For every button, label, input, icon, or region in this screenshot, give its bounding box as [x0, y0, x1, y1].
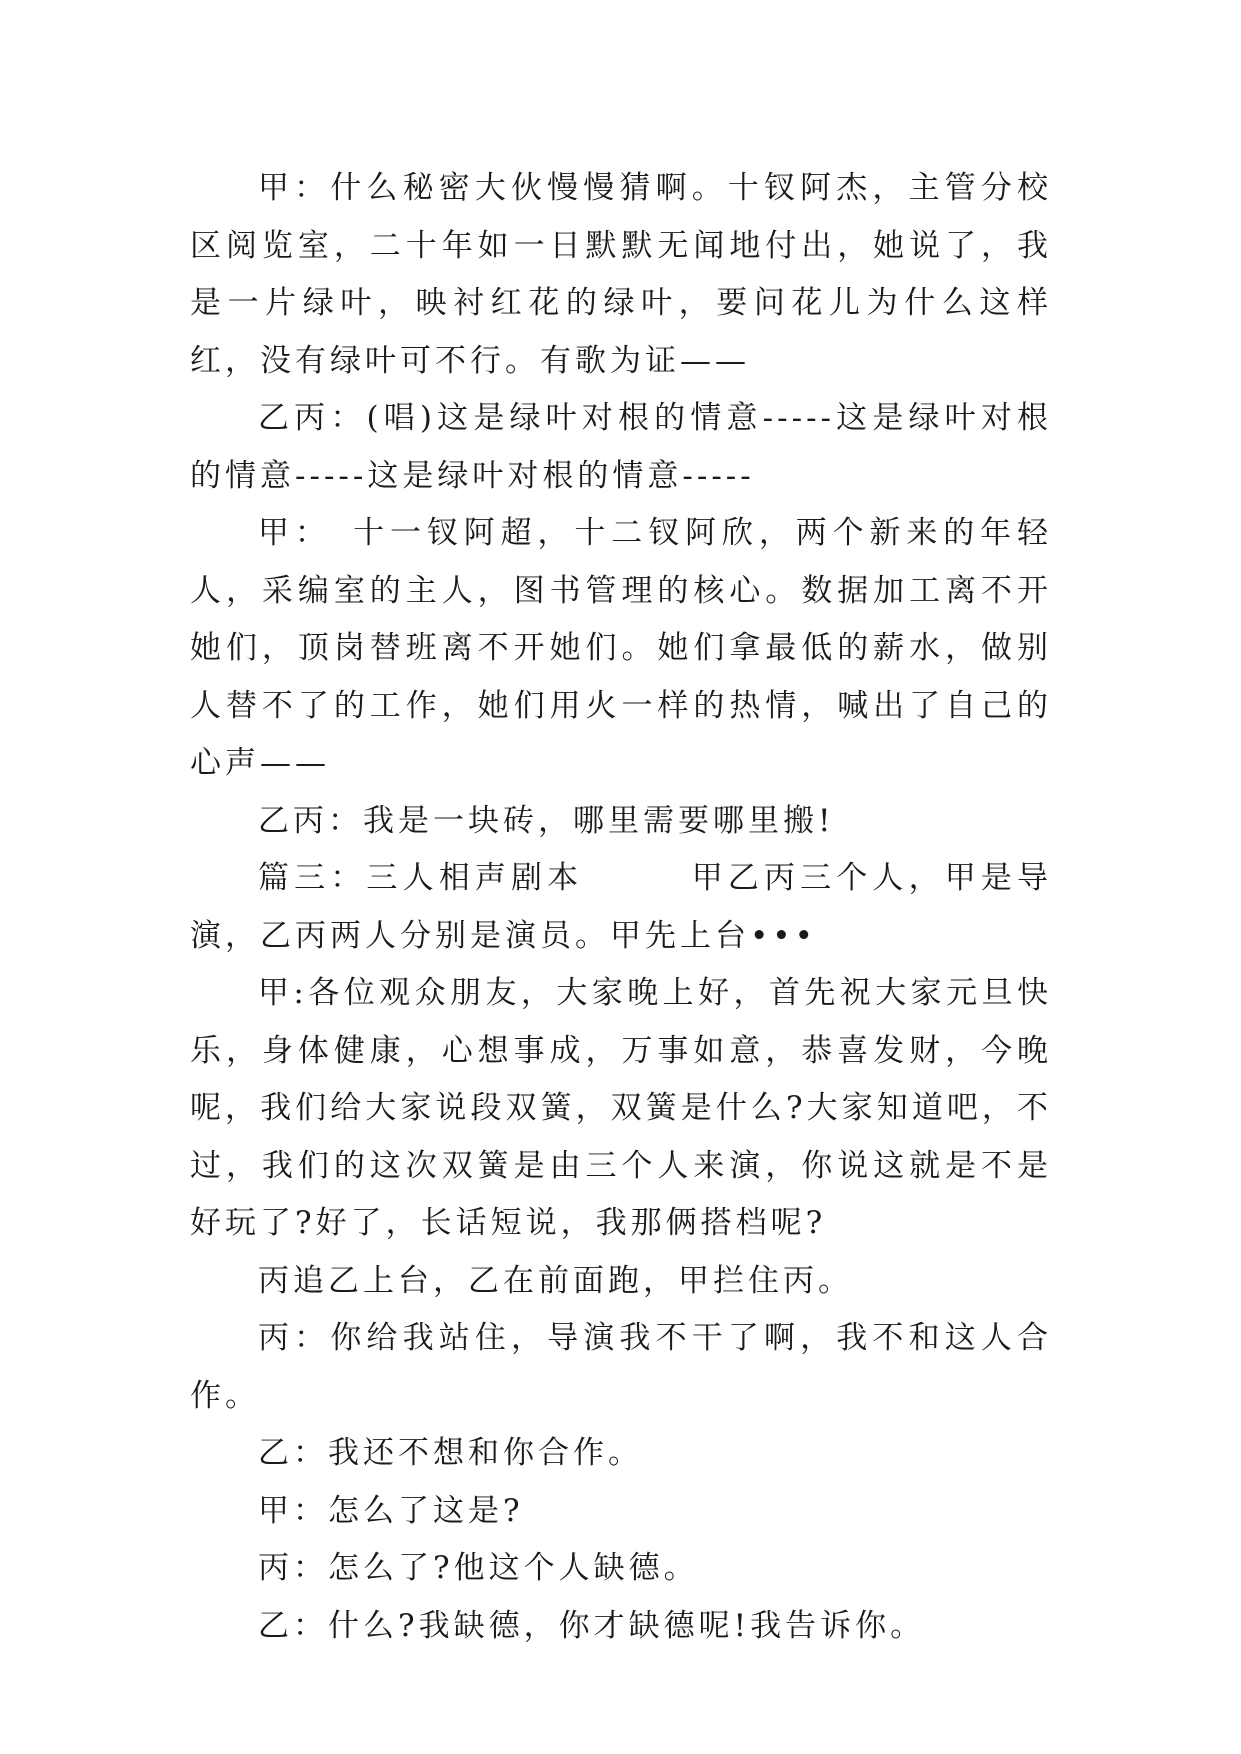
paragraph: 乙丙：我是一块砖，哪里需要哪里搬! — [258, 802, 835, 839]
document-body — [190, 160, 1052, 1655]
paragraph: 丙：你给我站住，导演我不干了啊，我不和这人合作。 — [190, 1320, 1052, 1414]
paragraph: 丙追乙上台，乙在前面跑，甲拦住丙。 — [258, 1262, 853, 1299]
paragraph: 甲：什么秘密大伙慢慢猜啊。十钗阿杰，主管分校区阅览室，二十年如一日默默无闻地付出，她说了，我是一片绿叶，映衬红花的绿叶，要问花儿为什么这样红，没有绿叶可不行。有歌为证—— — [190, 170, 1052, 379]
paragraph: 丙：怎么了?他这个人缺德。 — [258, 1550, 699, 1586]
paragraph: 甲:各位观众朋友，大家晚上好，首先祝大家元旦快乐，身体健康，心想事成，万事如意，恭喜发财，今晚呢，我们给大家说段双簧，双簧是什么?大家知道吧，不过，我们的这次双簧是由三个人来演，你说这就是不是好玩了?好了，长话短说，我那俩搭档呢? — [190, 975, 1052, 1241]
paragraph: 篇三：三人相声剧本 甲乙丙三个人，甲是导演，乙丙两人分别是演员。甲先上台••• — [190, 860, 1052, 954]
paragraph: 乙：我还不想和你合作。 — [258, 1435, 643, 1471]
paragraph: 甲：怎么了这是? — [258, 1492, 524, 1529]
paragraph: 乙：什么?我缺德，你才缺德呢!我告诉你。 — [258, 1607, 926, 1644]
paragraph: 甲： 十一钗阿超，十二钗阿欣，两个新来的年轻人，采编室的主人，图书管理的核心。数据加工离不开她们，顶岗替班离不开她们。她们拿最低的薪水，做别人替不了的工作，她们用火一样的热情，喊出了自己的心声—— — [190, 515, 1052, 781]
paragraph: 乙丙：(唱)这是绿叶对根的情意-----这是绿叶对根的情意-----这是绿叶对根的情意----- — [190, 400, 1052, 494]
